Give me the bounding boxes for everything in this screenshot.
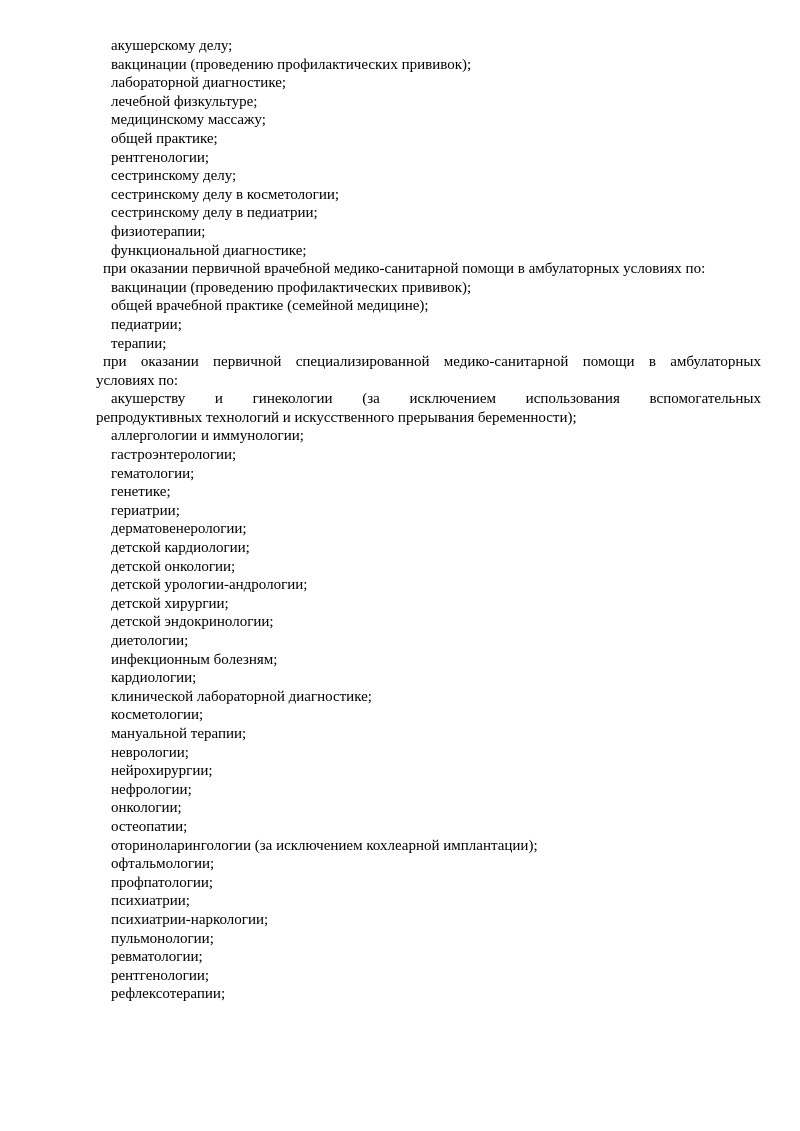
list-item: рентгенологии; [111,967,210,984]
obstetrics-item-line1: акушерству и гинекологии (за исключением использования вспомогательных [111,391,761,408]
list-item: остеопатии; [111,818,188,835]
list-item: вакцинации (проведению профилактических прививок); [111,56,472,73]
list-item: офтальмологии; [111,856,215,873]
list-item: пульмонологии; [111,930,214,947]
list-item: гематологии; [111,465,195,482]
section1-list [96,37,761,260]
list-item: функциональной диагностике; [111,242,307,259]
section2-list [96,279,761,353]
list-item: сестринскому делу в педиатрии; [111,205,318,222]
list-item: клинической лабораторной диагностике; [111,688,372,705]
obstetrics-item [96,390,761,427]
list-item: рефлексотерапии; [111,986,226,1003]
list-item: сестринскому делу; [111,168,237,185]
list-item: гериатрии; [111,502,180,519]
list-item: детской эндокринологии; [111,614,274,631]
list-item: рентгенологии; [111,149,210,166]
list-item: общей врачебной практике (семейной медицине); [111,298,429,315]
list-item: косметологии; [111,707,204,724]
list-item: оториноларингологии (за исключением кохлеарной имплантации); [111,837,538,854]
list-item: аллергологии и иммунологии; [111,428,304,445]
list-item: онкологии; [111,800,182,817]
list-item: мануальной терапии; [111,725,247,742]
list-item: детской онкологии; [111,558,236,575]
section3-list [96,427,761,1003]
section-heading-primary-doctor: при оказании первичной врачебной медико-санитарной помощи в амбулаторных условиях по: [103,261,706,278]
list-item: профпатологии; [111,874,214,891]
list-item: диетологии; [111,633,189,649]
list-item: акушерскому делу; [111,38,233,54]
list-item: неврологии; [111,744,189,761]
list-item: детской хирургии; [111,595,229,612]
list-item: кардиологии; [111,670,197,687]
list-item: гастроэнтерологии; [111,447,237,464]
list-item: лабораторной диагностике; [111,75,287,92]
list-item: инфекционным болезням; [111,651,278,668]
list-item: терапии; [111,335,167,352]
list-item: нефрологии; [111,781,192,798]
section-heading-specialized-line2: условиях по: [96,372,179,389]
list-item: нейрохирургии; [111,763,213,780]
list-item: детской кардиологии; [111,540,250,557]
list-item: психиатрии-наркологии; [111,911,269,928]
list-item: сестринскому делу в косметологии; [111,186,340,203]
section-heading-specialized [96,353,761,390]
list-item: дерматовенерологии; [111,521,247,538]
list-item: физиотерапии; [111,223,206,240]
list-item: детской урологии-андрологии; [111,577,308,594]
document-page [96,37,761,1004]
list-item: психиатрии; [111,893,190,910]
obstetrics-item-line2: репродуктивных технологий и искусственного прерывания беременности); [96,409,577,426]
list-item: ревматологии; [111,949,203,966]
list-item: вакцинации (проведению профилактических прививок); [111,279,472,296]
list-item: генетике; [111,484,171,501]
section-heading-specialized-line1: при оказании первичной специализированной медико-санитарной помощи в амбулаторных [103,354,761,371]
list-item: педиатрии; [111,316,182,333]
list-item: общей практике; [111,130,218,147]
list-item: лечебной физкультуре; [111,93,258,110]
list-item: медицинскому массажу; [111,112,266,129]
